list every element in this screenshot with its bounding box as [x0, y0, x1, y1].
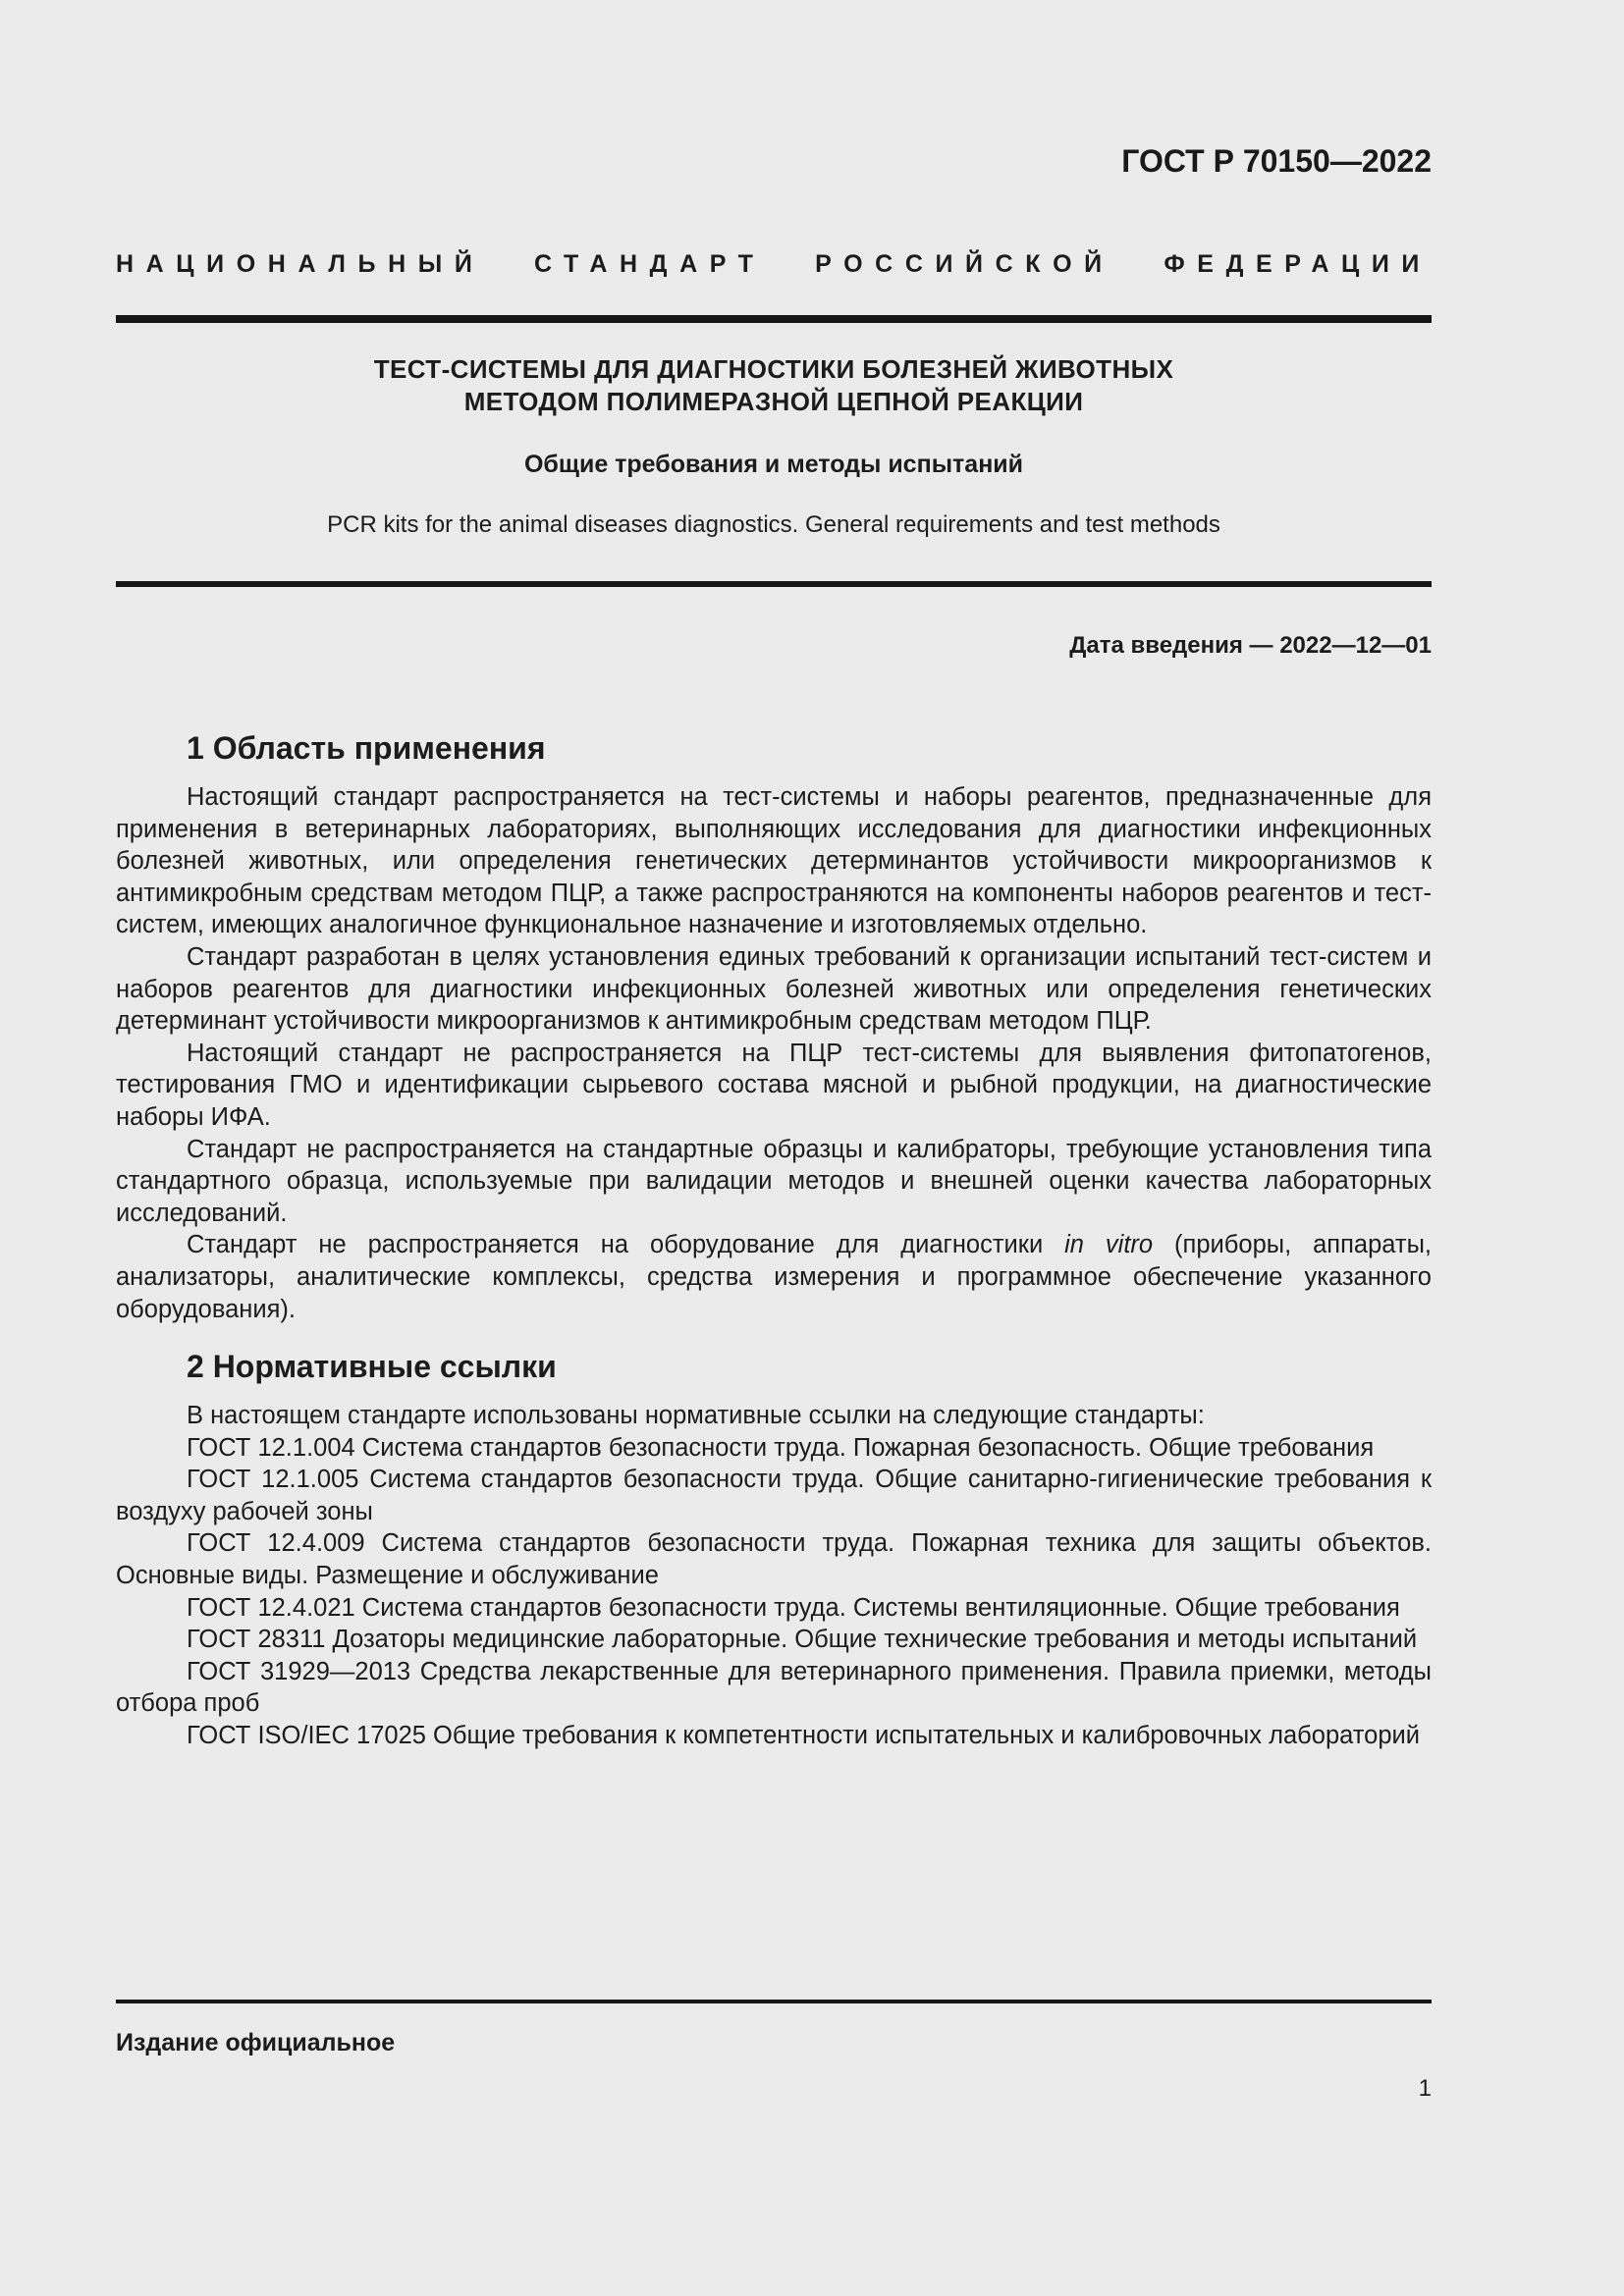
section-1-paragraph: Стандарт не распространяется на стандартные образцы и калибраторы, требующие установления типа стандартного образца, используемые при валидации методов и внешней оценки качества лабораторных исследований.: [116, 1135, 1432, 1227]
edition-label: Издание официальное: [116, 2029, 396, 2056]
section-1-paragraph: Настоящий стандарт распространяется на тест-системы и наборы реагентов, предназначенные для применения в ветеринарных лабораториях, выполняющих исследования для диагностики инфекционных болезней животных, или определения генетических детерминантов устойчивости микроорганизмов к антимикробным средствам методом ПЦР, а также распространяются на компоненты наборов реагентов и тест-систем, имеющих аналогичное функциональное назначение и изготовляемых отдельно.: [116, 783, 1432, 939]
page-number: 1: [1418, 2075, 1432, 2102]
introduction-date: Дата введения — 2022—12—01: [1069, 632, 1432, 659]
section-1-heading: 1 Область применения: [187, 730, 546, 766]
main-content: [116, 728, 1432, 1752]
reference-item: ГОСТ 12.1.004 Система стандартов безопасности труда. Пожарная безопасность. Общие требования: [187, 1433, 1375, 1462]
reference-item: ГОСТ 12.1.005 Система стандартов безопасности труда. Общие санитарно-гигиенические требования к воздуху рабочей зоны: [116, 1466, 1432, 1525]
middle-rule: [116, 581, 1432, 587]
references-intro: В настоящем стандарте использованы нормативные ссылки на следующие стандарты:: [187, 1402, 1205, 1430]
national-standard-label: НАЦИОНАЛЬНЫЙ СТАНДАРТ РОССИЙСКОЙ ФЕДЕРАЦИИ: [116, 250, 1432, 278]
paragraph-text: (приборы, аппараты, анализаторы, аналитические комплексы, средства измерения и программное обеспечение указанного оборудования).: [116, 1231, 1432, 1323]
reference-item: ГОСТ ISO/IEC 17025 Общие требования к компетентности испытательных и калибровочных лабораторий: [187, 1722, 1420, 1750]
title-line-1: ТЕСТ-СИСТЕМЫ ДЛЯ ДИАГНОСТИКИ БОЛЕЗНЕЙ ЖИВОТНЫХ: [373, 354, 1174, 384]
doc-number: ГОСТ Р 70150—2022: [1121, 143, 1432, 179]
section-2-heading: 2 Нормативные ссылки: [187, 1349, 557, 1385]
section-1-paragraph: [116, 1229, 1432, 1325]
bottom-rule: [116, 2000, 1432, 2003]
section-1-paragraph: Стандарт разработан в целях установления единых требований к организации испытаний тест-систем и наборов реагентов для диагностики инфекционных болезней животных или определения генетических детерминант устойчивости микроорганизмов к антимикробным средствам методом ПЦР.: [116, 942, 1432, 1036]
subtitle: Общие требования и методы испытаний: [523, 451, 1024, 478]
in-vitro-term: in vitro: [1064, 1231, 1154, 1259]
section-1-paragraph: Настоящий стандарт не распространяется на ПЦР тест-системы для выявления фитопатогенов, тестирования ГМО и идентификации сырьевого состава мясной и рыбной продукции, на диагностические наборы ИФА.: [116, 1039, 1432, 1131]
reference-item: ГОСТ 31929—2013 Средства лекарственные для ветеринарного применения. Правила приемки, методы отбора проб: [116, 1657, 1432, 1718]
title-block: [116, 353, 1432, 418]
english-title: PCR kits for the animal diseases diagnostics. General requirements and test methods: [327, 511, 1220, 538]
top-rule: [116, 315, 1432, 323]
title-line-2: МЕТОДОМ ПОЛИМЕРАЗНОЙ ЦЕПНОЙ РЕАКЦИИ: [463, 387, 1084, 416]
reference-item: ГОСТ 12.4.021 Система стандартов безопасности труда. Системы вентиляционные. Общие требования: [187, 1593, 1400, 1622]
reference-item: ГОСТ 12.4.009 Система стандартов безопасности труда. Пожарная техника для защиты объектов. Основные виды. Размещение и обслуживание: [116, 1529, 1432, 1590]
reference-item: ГОСТ 28311 Дозаторы медицинские лабораторные. Общие технические требования и методы испытаний: [187, 1626, 1418, 1654]
paragraph-text: Стандарт не распространяется на оборудование для диагностики: [187, 1231, 1065, 1259]
